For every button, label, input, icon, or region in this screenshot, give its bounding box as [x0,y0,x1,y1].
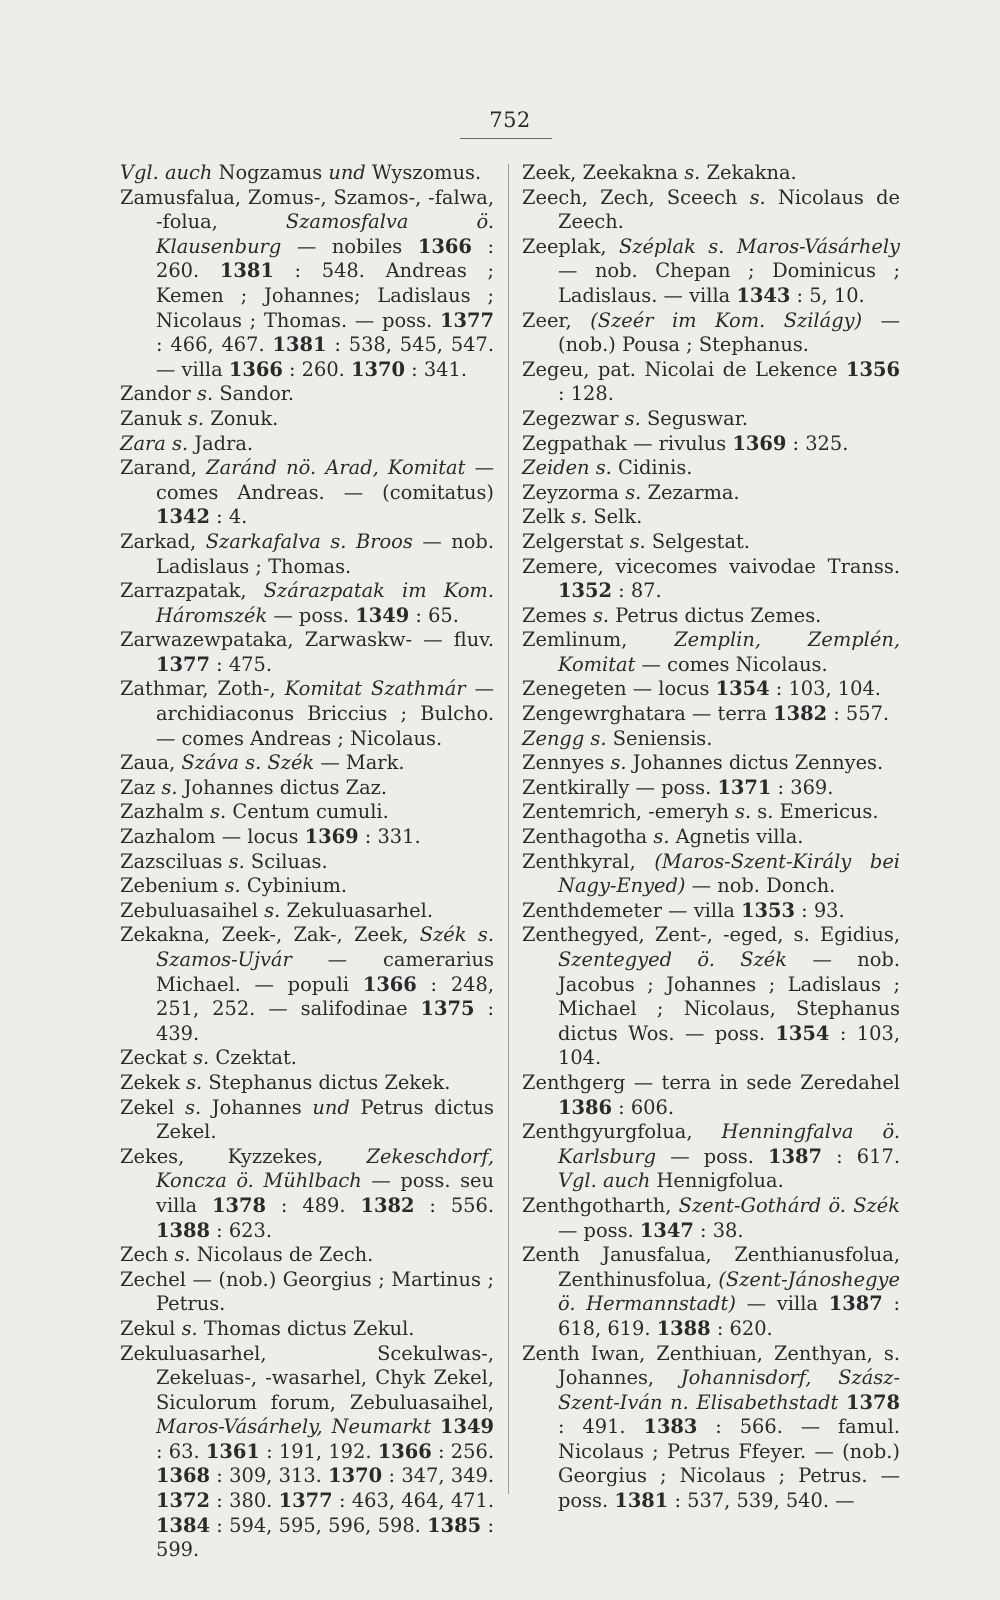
index-entry: Zenthgyurgfolua, Henningfalva ö. Karlsburg — poss. 1387 : 617. Vgl. auch Hennigfolua. [522,1120,900,1193]
index-entry: Zeckat s. Czektat. [120,1046,297,1070]
index-entry: Zenthkyral, (Maros-Szent-Király bei Nagy-Enyed) — nob. Donch. [522,849,900,898]
index-entry: Zekakna, Zeek-, Zak-, Zeek, Szék s. Szamos-Ujvár — camerarius Michael. — populi 1366 : 248, 251, 252. — salifodinae 1375 : 439. [120,923,494,1045]
index-entry: Zentkirally — poss. 1371 : 369. [522,775,834,799]
index-entry: Zemes s. Petrus dictus Zemes. [522,603,822,627]
index-entry: Zech s. Nicolaus de Zech. [120,1243,374,1267]
index-entry: Zeer, (Szeér im Kom. Szilágy) — (nob.) Pousa ; Stephanus. [522,308,901,357]
index-entry: Zandor s. Sandor. [120,382,295,406]
index-entry: Zemlinum, Zemplin, Zemplén, Komitat — comes Nicolaus. [522,628,901,676]
index-entry: Zenthgerg — terra in sede Zeredahel 1386 : 606. [522,1070,900,1119]
index-entry: Zeeplak, Széplak s. Maros-Vásárhely — nob. Chepan ; Dominicus ; Ladislaus. — villa 1343 : 5, 10. [522,234,900,307]
index-entry: Zemere, vicecomes vaivodae Transs. 1352 : 87. [522,554,900,603]
index-entry: Zebuluasaihel s. Zekuluasarhel. [120,898,433,922]
index-entry: Zeiden s. Cidinis. [522,456,693,480]
left-column [120,161,494,1563]
index-entry: Zanuk s. Zonuk. [120,406,279,430]
index-entry: Zeyzorma s. Zezarma. [522,480,740,504]
index-entry: Zarrazpatak, Szárazpatak im Kom. Háromszék — poss. 1349 : 65. [120,579,494,627]
index-entry: Zenthagotha s. Agnetis villa. [522,825,804,849]
column-divider [508,164,509,1494]
index-entry: Vgl. auch Nogzamus und Wyszomus. [120,161,482,184]
index-entry: Zaz s. Johannes dictus Zaz. [120,775,388,799]
index-entry: Zathmar, Zoth-, Komitat Szathmár — archidiaconus Briccius ; Bulcho. — comes Andreas ; Nicolaus. [120,677,494,750]
index-entry: Zenth Janusfalua, Zenthianusfolua, Zenthinusfolua, (Szent-Jánoshegye ö. Hermannstadt) — villa 1387 : 618, 619. 1388 : 620. [522,1243,900,1340]
index-entry: Zekuluasarhel, Scekulwas-, Zekeluas-, -wasarhel, Chyk Zekel, Siculorum forum, Zebuluasaihel, Maros-Vásárhely, Neumarkt 1349 : 63. 1361 : 191, 192. 1366 : 256. 1368 : 309, 313. 1370 : 347, 349. 1372 : 380. 1377 : 463, 464, 471. 1384 : 594, 595, 596, 598. 1385 : 599. [120,1341,495,1562]
index-entry: Zegeu, pat. Nicolai de Lekence 1356 : 128. [522,357,900,406]
index-entry: Zekel s. Johannes und Petrus dictus Zekel. [120,1095,494,1144]
index-entry: Zenthgotharth, Szent-Gothárd ö. Szék — poss. 1347 : 38. [522,1193,900,1242]
index-entry: Zelk s. Selk. [522,505,643,529]
index-entry: Zenth Iwan, Zenthiuan, Zenthyan, s. Johannes, Johannisdorf, Szász-Szent-Iván n. Elisabethstadt 1378 : 491. 1383 : 566. — famul. Nicolaus ; Petrus Ffeyer. — (nob.) Georgius ; Nicolaus ; Petrus. — poss. 1381 : 537, 539, 540. — [522,1341,900,1513]
index-entry: Zegpathak — rivulus 1369 : 325. [522,431,849,455]
index-entry: Zengg s. Seniensis. [522,726,713,750]
index-entry: Zengewrghatara — terra 1382 : 557. [522,702,890,726]
index-entry: Zenegeten — locus 1354 : 103, 104. [522,677,881,701]
index-entry: Zarkad, Szarkafalva s. Broos — nob. Ladislaus ; Thomas. [120,529,494,578]
index-entry: Zekul s. Thomas dictus Zekul. [120,1316,415,1340]
index-entry: Zaua, Száva s. Szék — Mark. [120,751,405,775]
index-entry: Zenthegyed, Zent-, -eged, s. Egidius, Szentegyed ö. Szék — nob. Jacobus ; Johannes ; Ladislaus ; Michael ; Nicolaus, Stephanus dictus Wos. — poss. 1354 : 103, 104. [522,923,900,1070]
index-entry: Zeech, Zech, Sceech s. Nicolaus de Zeech. [522,185,900,234]
index-entry: Zebenium s. Cybinium. [120,874,348,898]
page-number: 752 [489,108,531,132]
index-entry: Zazhalm s. Centum cumuli. [120,800,389,824]
index-entry: Zazsciluas s. Sciluas. [120,849,328,873]
index-entry: Zegezwar s. Seguswar. [522,406,749,430]
index-entry: Zeek, Zeekakna s. Zekakna. [522,161,797,184]
index-entry: Zekes, Kyzzekes, Zekeschdorf, Koncza ö. Mühlbach — poss. seu villa 1378 : 489. 1382 : 556. 1388 : 623. [120,1144,494,1242]
index-entry: Zelgerstat s. Selgestat. [522,529,750,553]
index-entry: Zenthdemeter — villa 1353 : 93. [522,898,845,922]
index-entry: Zentemrich, -emeryh s. s. Emericus. [522,800,879,824]
header-rule [460,138,552,139]
right-column [522,161,900,1514]
index-entry: Zamusfalua, Zomus-, Szamos-, -falwa, -folua, Szamosfalva ö. Klausenburg — nobiles 1366 : 260. 1381 : 548. Andreas ; Kemen ; Johannes; Ladislaus ; Nicolaus ; Thomas. — poss. 1377 : 466, 467. 1381 : 538, 545, 547. — villa 1366 : 260. 1370 : 341. [120,185,495,381]
index-entry: Zechel — (nob.) Georgius ; Martinus ; Petrus. [120,1267,494,1316]
index-entry: Zazhalom — locus 1369 : 331. [120,825,421,849]
index-entry: Zennyes s. Johannes dictus Zennyes. [522,751,884,775]
index-entry: Zarand, Zaránd nö. Arad, Komitat — comes Andreas. — (comitatus) 1342 : 4. [120,456,494,529]
index-entry: Zarwazewpataka, Zarwaskw- — fluv. 1377 : 475. [120,628,494,676]
index-entry: Zekek s. Stephanus dictus Zekek. [120,1070,451,1094]
index-entry: Zara s. Jadra. [120,431,254,455]
